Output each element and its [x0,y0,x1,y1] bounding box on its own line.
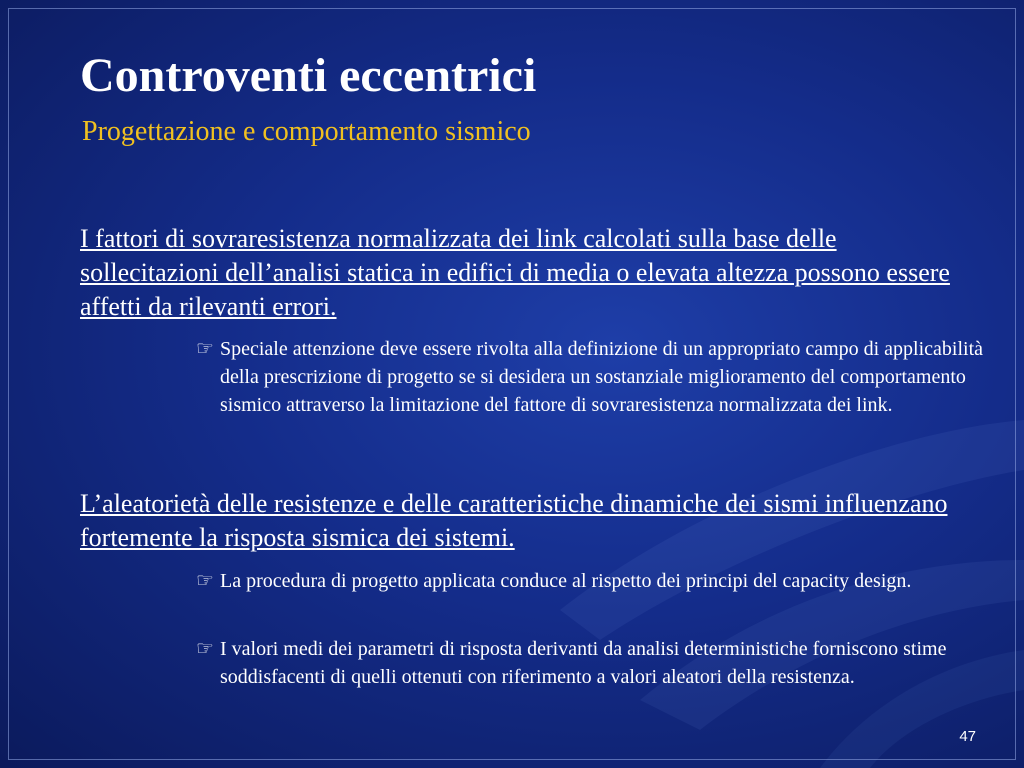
pointing-hand-icon: ☞ [196,638,214,660]
sub-bullet-2-text: La procedura di progetto applicata conduce al rispetto dei principi del capacity design. [220,570,912,592]
sub-bullet-1-text: Speciale attenzione deve essere rivolta alla definizione di un appropriato campo di applicabilità della prescrizione di progetto se si desidera un sostanziale miglioramento del comportamento sismico attraverso la limitazione del fattore di sovraresistenza normalizzata dei link. [220,338,984,416]
sub-bullet-3-text: I valori medi dei parametri di risposta derivanti da analisi deterministiche forniscono stime soddisfacenti di quelli ottenuti con riferimento a valori aleatori della resistenza. [220,638,947,688]
sub-bullet-3 [196,635,1010,691]
sub-bullet-2 [196,567,1010,595]
main-paragraph-2: L’aleatorietà delle resistenze e delle caratteristiche dinamiche dei sismi influenzano fortemente la risposta sismica dei sistemi. [80,489,948,552]
page-number: 47 [959,728,976,745]
pointing-hand-icon: ☞ [196,570,214,592]
sub-bullet-1 [196,335,1010,419]
slide-subtitle: Progettazione e comportamento sismico [82,116,531,147]
slide-title: Controventi eccentrici [80,49,537,102]
main-paragraph-1: I fattori di sovraresistenza normalizzata dei link calcolati sulla base delle sollecitazioni dell’analisi statica in edifici di media o elevata altezza possono essere affetti da rilevanti errori. [80,224,950,321]
pointing-hand-icon: ☞ [196,338,214,360]
